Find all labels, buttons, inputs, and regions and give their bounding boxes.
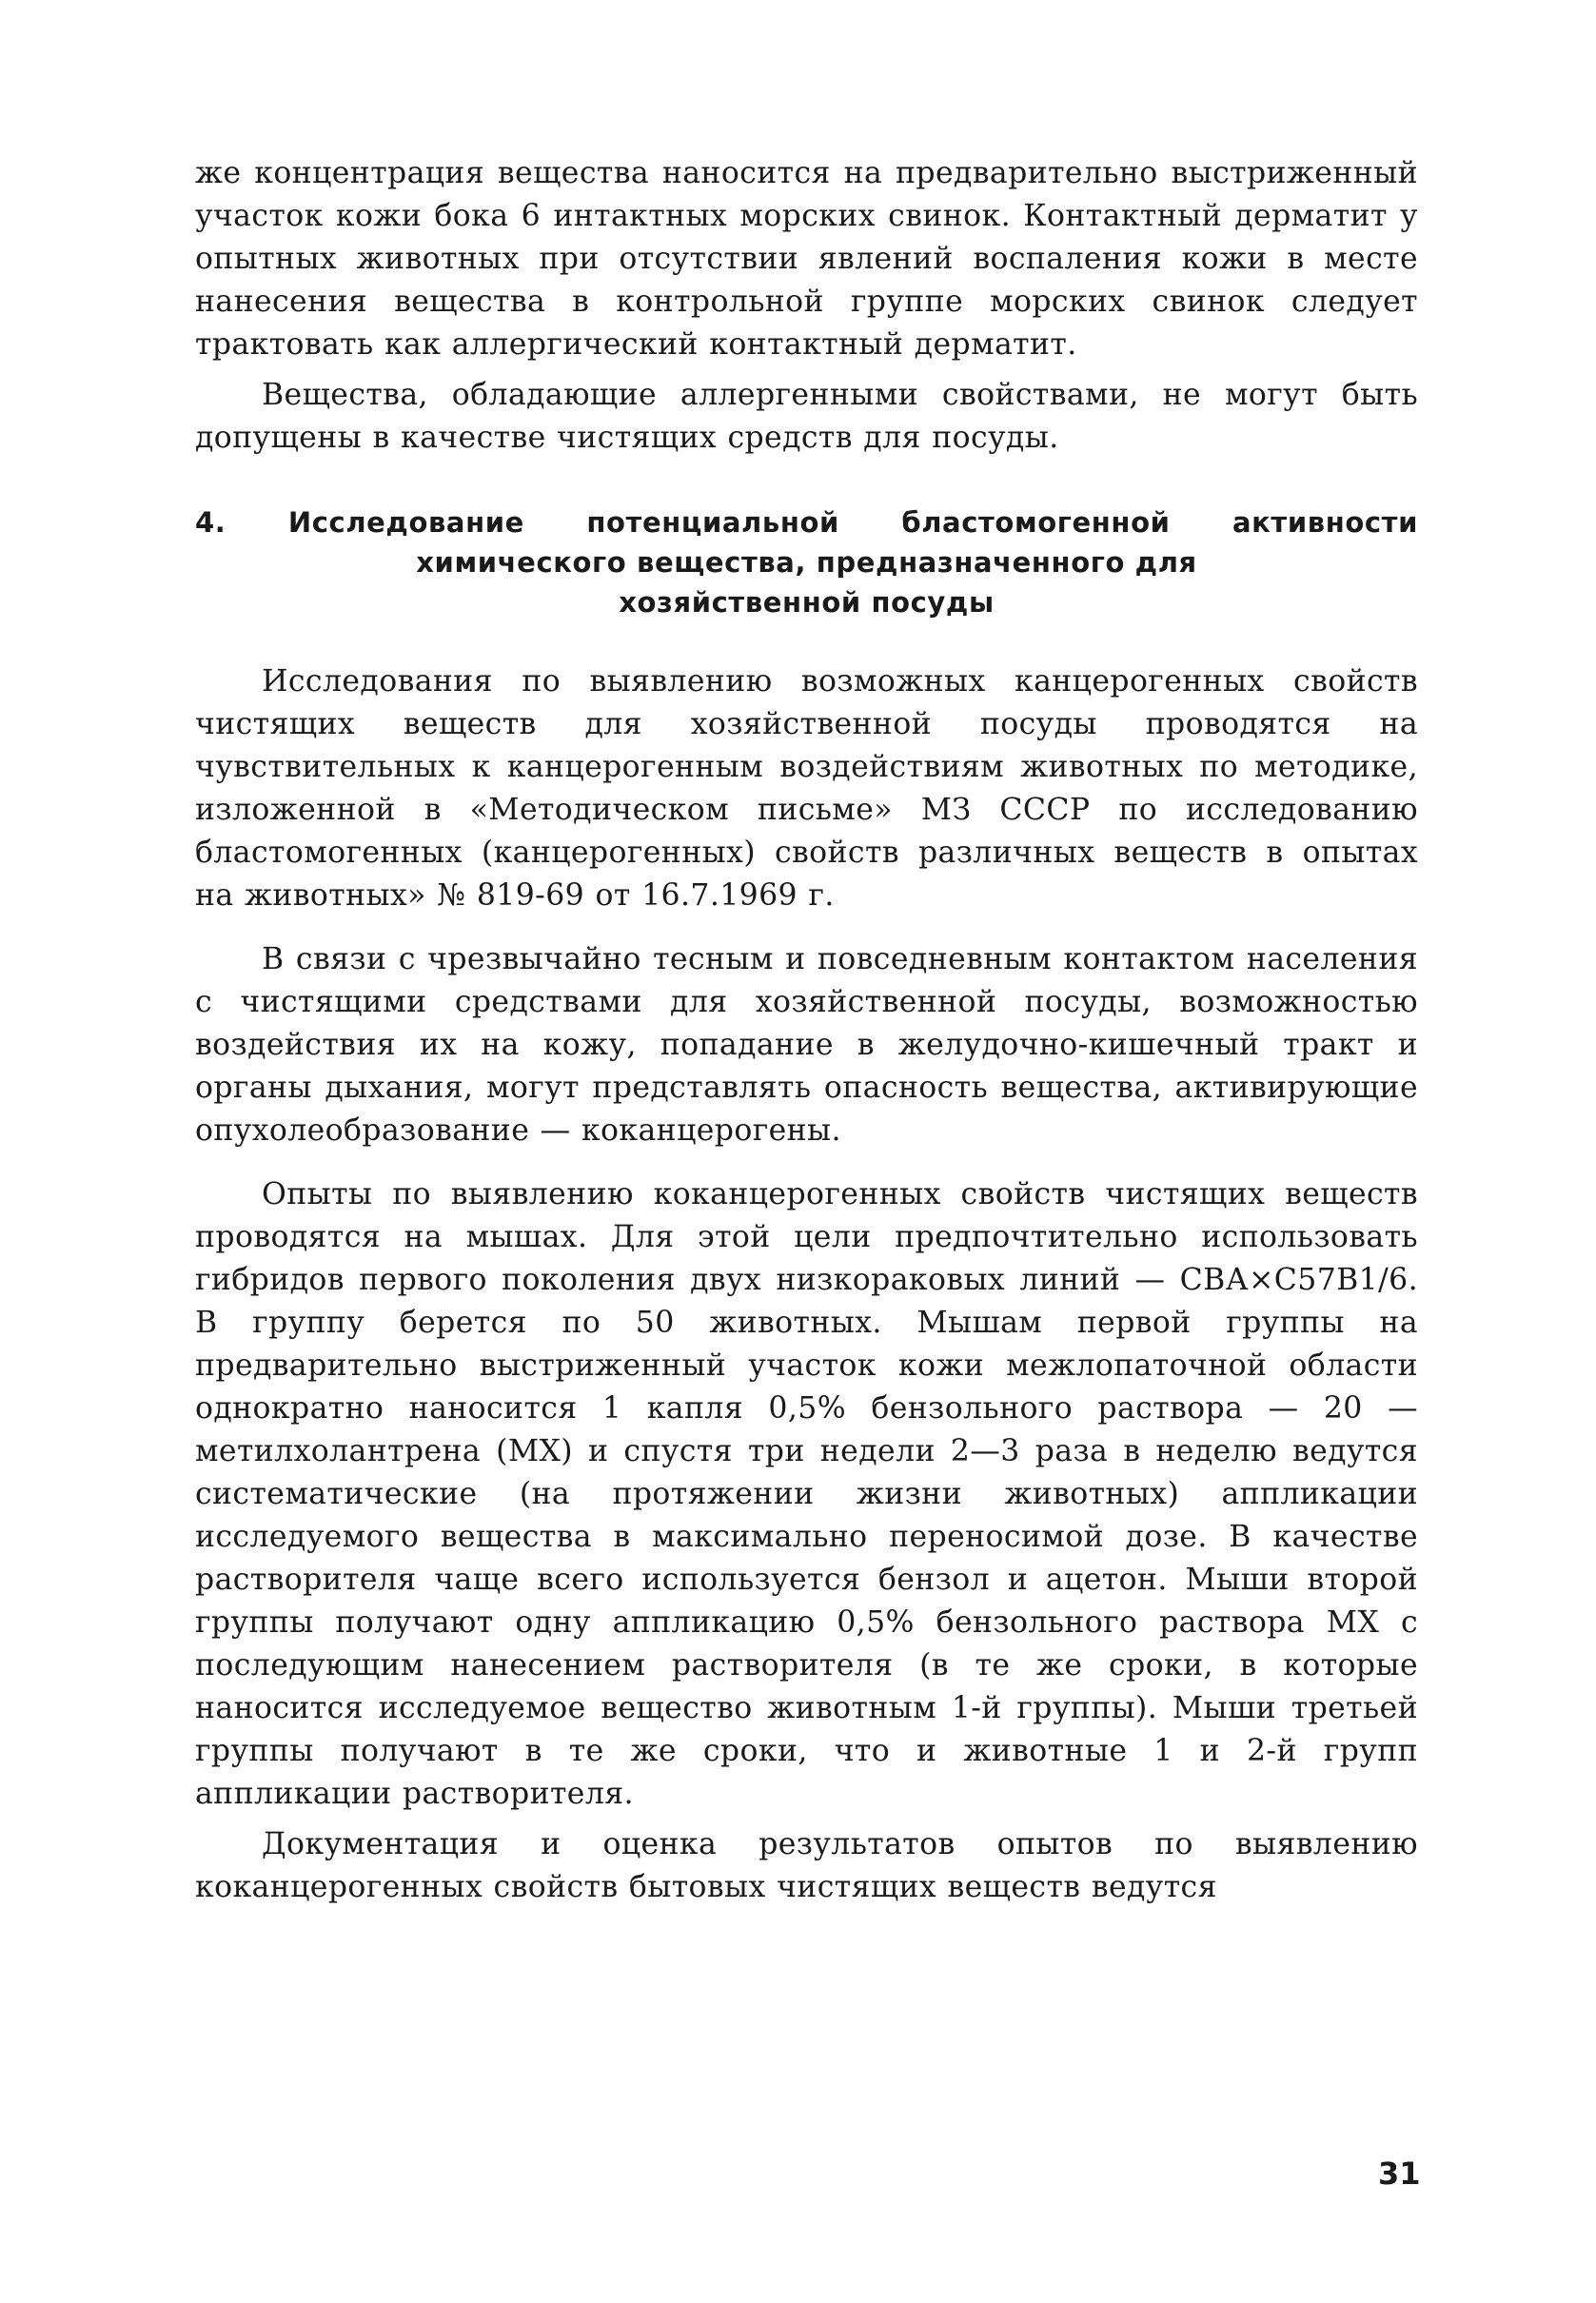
body-paragraph-1: Исследования по выявлению возможных канцерогенных свойств чистящих веществ для хозяйственной посуды проводятся на чувствительных к канцерогенным воздействиям животных по методике, изложенной в «Методическом письме» МЗ СССР по исследованию бластомогенных (канцерогенных) свойств различных веществ в опытах на животных» № 819-69 от 16.7.1969 г. (195, 664, 1418, 913)
body-paragraph-3: Опыты по выявлению коканцерогенных свойств чистящих веществ проводятся на мышах. Для этой цели предпочтительно использовать гибридов первого поколения двух низкораковых линий — СВА×С57В1/6. В группу берется по 50 животных. Мышам первой группы на предварительно выстриженный участок кожи межлопаточной области однократно наносится 1 капля 0,5% бензольного раствора — 20 — метилхолантрена (МХ) и спустя три недели 2—3 раза в неделю ведутся систематические (на протяжении жизни животных) аппликации исследуемого вещества в максимально переносимой дозе. В качестве растворителя чаще всего используется бензол и ацетон. Мыши второй группы получают одну аппликацию 0,5% бензольного раствора МХ с последующим нанесением растворителя (в те же сроки, в которые наносится исследуемое вещество животным 1-й группы). Мыши третьей группы получают в те же сроки, что и животные 1 и 2-й групп аппликации растворителя. (195, 1177, 1418, 1811)
section-heading-line-2: химического вещества, предназначенного для (416, 546, 1197, 579)
page-number: 31 (1378, 2155, 1421, 2192)
body-paragraph-4: Документация и оценка результатов опытов по выявлению коканцерогенных свойств бытовых чистящих веществ ведутся (195, 1827, 1418, 1904)
section-heading-line-3: хозяйственной посуды (619, 586, 995, 619)
intro-paragraph-1: же концентрация вещества наносится на предварительно выстриженный участок кожи бока 6 интактных морских свинок. Контактный дерматит у опытных животных при отсутствии явлений воспаления кожи в месте нанесения вещества в контрольной группе морских свинок следует трактовать как аллергический контактный дерматит. (195, 156, 1418, 362)
body-paragraph-2: В связи с чрезвычайно тесным и повседневным контактом населения с чистящими средствами для хозяйственной посуды, возможностью воздействия их на кожу, попадание в желудочно-кишечный тракт и органы дыхания, могут представлять опасность вещества, активирующие опухолеобразование — коканцерогены. (195, 942, 1418, 1148)
intro-paragraph-2: Вещества, обладающие аллергенными свойствами, не могут быть допущены в качестве чистящих средств для посуды. (195, 378, 1418, 455)
section-heading (195, 502, 1418, 622)
section-heading-line-1: 4. Исследование потенциальной бластомогенной активности (195, 506, 1418, 539)
page-body (195, 152, 1418, 1909)
